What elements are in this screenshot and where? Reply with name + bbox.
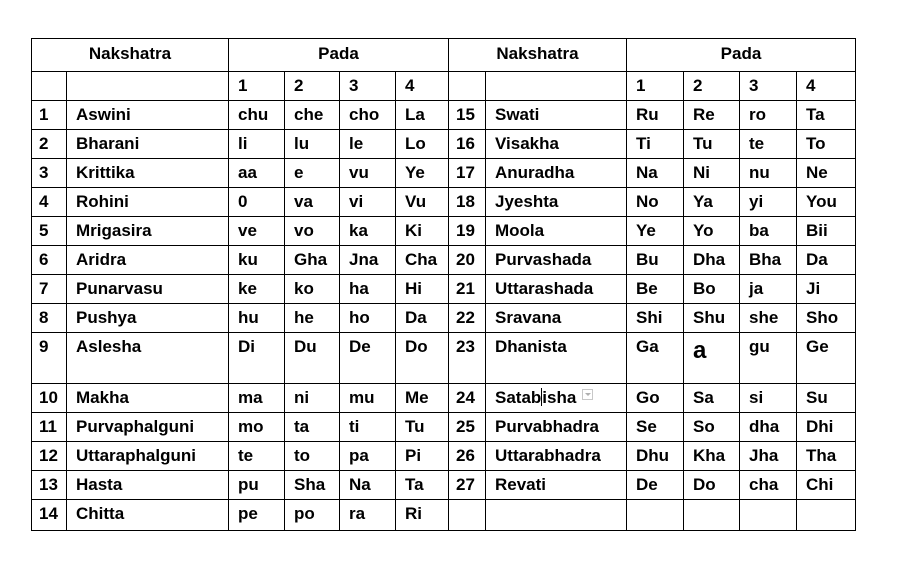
row-number: 10	[32, 384, 67, 413]
pada-syllable: ha	[340, 275, 396, 304]
row-number: 25	[449, 413, 486, 442]
pada-syllable: Ga	[627, 333, 684, 384]
pada-syllable: Yo	[684, 217, 740, 246]
pada-syllable: Lo	[396, 130, 449, 159]
table-row	[32, 442, 856, 471]
pada-syllable: Ni	[684, 159, 740, 188]
nakshatra-header-left: Nakshatra	[32, 39, 229, 72]
pada-syllable: Na	[340, 471, 396, 500]
pada-syllable: ba	[740, 217, 797, 246]
pada-syllable: e	[285, 159, 340, 188]
pada-syllable: Sa	[684, 384, 740, 413]
pada-syllable: Ti	[627, 130, 684, 159]
pada-syllable: Ya	[684, 188, 740, 217]
pada-syllable: Do	[684, 471, 740, 500]
pada-syllable: Ta	[396, 471, 449, 500]
pada-syllable: Di	[229, 333, 285, 384]
row-number: 24	[449, 384, 486, 413]
pada-syllable: Ri	[396, 500, 449, 531]
pada-syllable: Ye	[396, 159, 449, 188]
pada-header-right: Pada	[627, 39, 856, 72]
table-row	[32, 304, 856, 333]
pada-syllable: Ne	[797, 159, 856, 188]
nakshatra-name: Bharani	[67, 130, 229, 159]
row-number: 2	[32, 130, 67, 159]
table-row	[32, 384, 856, 413]
pada-syllable: You	[797, 188, 856, 217]
nakshatra-name: Hasta	[67, 471, 229, 500]
pada-syllable: mu	[340, 384, 396, 413]
pada-syllable: Re	[684, 101, 740, 130]
pada-number-row	[32, 72, 856, 101]
nakshatra-name: Visakha	[486, 130, 627, 159]
pada-syllable: Ye	[627, 217, 684, 246]
row-number: 13	[32, 471, 67, 500]
row-number: 5	[32, 217, 67, 246]
row-number: 4	[32, 188, 67, 217]
empty-cell	[449, 72, 486, 101]
pada-syllable: So	[684, 413, 740, 442]
pada-syllable: Sha	[285, 471, 340, 500]
pada-syllable: Se	[627, 413, 684, 442]
empty-cell	[740, 500, 797, 531]
nakshatra-name: Swati	[486, 101, 627, 130]
row-number: 1	[32, 101, 67, 130]
table-row	[32, 130, 856, 159]
pada-syllable: mo	[229, 413, 285, 442]
row-number: 26	[449, 442, 486, 471]
pada-syllable: To	[797, 130, 856, 159]
pada-syllable: ni	[285, 384, 340, 413]
pada-syllable: 0	[229, 188, 285, 217]
nakshatra-name: Pushya	[67, 304, 229, 333]
pada-syllable: si	[740, 384, 797, 413]
table-row	[32, 413, 856, 442]
pada-syllable: Su	[797, 384, 856, 413]
pada-syllable: Jha	[740, 442, 797, 471]
pada-syllable: Shu	[684, 304, 740, 333]
table-row	[32, 101, 856, 130]
pada-syllable: gu	[740, 333, 797, 384]
nakshatra-name: Purvabhadra	[486, 413, 627, 442]
pada-syllable: hu	[229, 304, 285, 333]
empty-cell	[67, 72, 229, 101]
pada-num-right-4: 4	[797, 72, 856, 101]
pada-syllable: Kha	[684, 442, 740, 471]
pada-syllable: Shi	[627, 304, 684, 333]
pada-syllable: vo	[285, 217, 340, 246]
nakshatra-name: Aslesha	[67, 333, 229, 384]
pada-syllable: yi	[740, 188, 797, 217]
pada-syllable: le	[340, 130, 396, 159]
pada-syllable: Me	[396, 384, 449, 413]
pada-syllable: Dhi	[797, 413, 856, 442]
pada-syllable: Da	[797, 246, 856, 275]
pada-syllable-large: a	[693, 337, 707, 364]
nakshatra-name: Purvashada	[486, 246, 627, 275]
pada-syllable: ka	[340, 217, 396, 246]
table-row	[32, 217, 856, 246]
pada-syllable: Vu	[396, 188, 449, 217]
pada-syllable: cho	[340, 101, 396, 130]
table-row	[32, 159, 856, 188]
pada-syllable: lu	[285, 130, 340, 159]
empty-cell	[486, 500, 627, 531]
pada-syllable: ho	[340, 304, 396, 333]
row-number: 21	[449, 275, 486, 304]
empty-cell	[32, 72, 67, 101]
nakshatra-name: Uttaraphalguni	[67, 442, 229, 471]
row-number: 19	[449, 217, 486, 246]
nakshatra-name: Krittika	[67, 159, 229, 188]
pada-syllable: she	[740, 304, 797, 333]
nakshatra-name: Punarvasu	[67, 275, 229, 304]
row-number: 22	[449, 304, 486, 333]
pada-syllable: Bo	[684, 275, 740, 304]
pada-syllable	[684, 333, 740, 384]
pada-syllable: La	[396, 101, 449, 130]
nakshatra-name: Aridra	[67, 246, 229, 275]
pada-syllable: Dha	[684, 246, 740, 275]
row-number: 12	[32, 442, 67, 471]
row-number: 14	[32, 500, 67, 531]
pada-syllable: li	[229, 130, 285, 159]
nakshatra-name: Purvaphalguni	[67, 413, 229, 442]
pada-syllable: ti	[340, 413, 396, 442]
nakshatra-name: Sravana	[486, 304, 627, 333]
row-number: 15	[449, 101, 486, 130]
pada-num-right-2: 2	[684, 72, 740, 101]
pada-syllable: ro	[740, 101, 797, 130]
pada-syllable: to	[285, 442, 340, 471]
row-number: 8	[32, 304, 67, 333]
pada-syllable: vi	[340, 188, 396, 217]
pada-syllable: De	[340, 333, 396, 384]
pada-syllable: De	[627, 471, 684, 500]
pada-syllable: Gha	[285, 246, 340, 275]
row-number: 16	[449, 130, 486, 159]
pada-syllable: ma	[229, 384, 285, 413]
pada-syllable: ve	[229, 217, 285, 246]
pada-syllable: Tha	[797, 442, 856, 471]
empty-cell	[486, 72, 627, 101]
pada-syllable: Tu	[396, 413, 449, 442]
pada-syllable: chu	[229, 101, 285, 130]
table-row	[32, 471, 856, 500]
pada-syllable: va	[285, 188, 340, 217]
nakshatra-name: Uttarashada	[486, 275, 627, 304]
pada-syllable: nu	[740, 159, 797, 188]
pada-syllable: ra	[340, 500, 396, 531]
empty-cell	[684, 500, 740, 531]
nakshatra-name: Revati	[486, 471, 627, 500]
empty-cell	[449, 500, 486, 531]
autocorrect-dropdown-icon[interactable]	[582, 389, 593, 400]
row-number: 7	[32, 275, 67, 304]
pada-syllable: che	[285, 101, 340, 130]
row-number: 9	[32, 333, 67, 384]
pada-syllable: Da	[396, 304, 449, 333]
row-number: 23	[449, 333, 486, 384]
pada-num-left-3: 3	[340, 72, 396, 101]
pada-syllable: ke	[229, 275, 285, 304]
row-number: 27	[449, 471, 486, 500]
pada-syllable: Cha	[396, 246, 449, 275]
nakshatra-name: Dhanista	[486, 333, 627, 384]
pada-syllable: vu	[340, 159, 396, 188]
pada-num-left-4: 4	[396, 72, 449, 101]
name-part-after-cursor: isha	[542, 388, 577, 407]
pada-syllable: Go	[627, 384, 684, 413]
table-row	[32, 500, 856, 531]
pada-syllable: Jna	[340, 246, 396, 275]
pada-syllable: cha	[740, 471, 797, 500]
row-number: 11	[32, 413, 67, 442]
pada-syllable: Bu	[627, 246, 684, 275]
pada-syllable: Du	[285, 333, 340, 384]
pada-syllable: po	[285, 500, 340, 531]
nakshatra-name: Jyeshta	[486, 188, 627, 217]
pada-syllable: Ge	[797, 333, 856, 384]
row-number: 20	[449, 246, 486, 275]
empty-cell	[627, 500, 684, 531]
nakshatra-name: Uttarabhadra	[486, 442, 627, 471]
pada-syllable: ta	[285, 413, 340, 442]
row-number: 18	[449, 188, 486, 217]
pada-syllable: Ru	[627, 101, 684, 130]
pada-syllable: dha	[740, 413, 797, 442]
nakshatra-name: Makha	[67, 384, 229, 413]
pada-syllable: Do	[396, 333, 449, 384]
pada-syllable: Hi	[396, 275, 449, 304]
pada-syllable: Chi	[797, 471, 856, 500]
pada-syllable: Pi	[396, 442, 449, 471]
nakshatra-name: Moola	[486, 217, 627, 246]
nakshatra-name: Anuradha	[486, 159, 627, 188]
pada-syllable: Bii	[797, 217, 856, 246]
nakshatra-name: Aswini	[67, 101, 229, 130]
pada-syllable: Ki	[396, 217, 449, 246]
pada-syllable: he	[285, 304, 340, 333]
pada-num-left-2: 2	[285, 72, 340, 101]
pada-syllable: Ji	[797, 275, 856, 304]
pada-syllable: pa	[340, 442, 396, 471]
pada-syllable: Be	[627, 275, 684, 304]
nakshatra-name: Mrigasira	[67, 217, 229, 246]
table-row	[32, 333, 856, 384]
pada-syllable: ja	[740, 275, 797, 304]
pada-syllable: Bha	[740, 246, 797, 275]
name-part-before-cursor: Satab	[495, 388, 542, 407]
table-row	[32, 246, 856, 275]
pada-syllable: te	[740, 130, 797, 159]
pada-syllable: No	[627, 188, 684, 217]
row-number: 17	[449, 159, 486, 188]
row-number: 3	[32, 159, 67, 188]
empty-cell	[797, 500, 856, 531]
pada-syllable: pu	[229, 471, 285, 500]
pada-num-right-1: 1	[627, 72, 684, 101]
pada-syllable: pe	[229, 500, 285, 531]
pada-syllable: te	[229, 442, 285, 471]
table-row	[32, 188, 856, 217]
pada-syllable: Dhu	[627, 442, 684, 471]
pada-num-left-1: 1	[229, 72, 285, 101]
nakshatra-pada-table	[31, 38, 856, 531]
pada-syllable: ku	[229, 246, 285, 275]
row-number: 6	[32, 246, 67, 275]
pada-num-right-3: 3	[740, 72, 797, 101]
table-row	[32, 275, 856, 304]
nakshatra-header-right: Nakshatra	[449, 39, 627, 72]
pada-syllable: Sho	[797, 304, 856, 333]
pada-syllable: Ta	[797, 101, 856, 130]
pada-syllable: Tu	[684, 130, 740, 159]
pada-syllable: aa	[229, 159, 285, 188]
nakshatra-name-editing[interactable]	[486, 384, 627, 413]
nakshatra-name: Chitta	[67, 500, 229, 531]
header-row	[32, 39, 856, 72]
pada-header-left: Pada	[229, 39, 449, 72]
pada-syllable: ko	[285, 275, 340, 304]
pada-syllable: Na	[627, 159, 684, 188]
nakshatra-name: Rohini	[67, 188, 229, 217]
